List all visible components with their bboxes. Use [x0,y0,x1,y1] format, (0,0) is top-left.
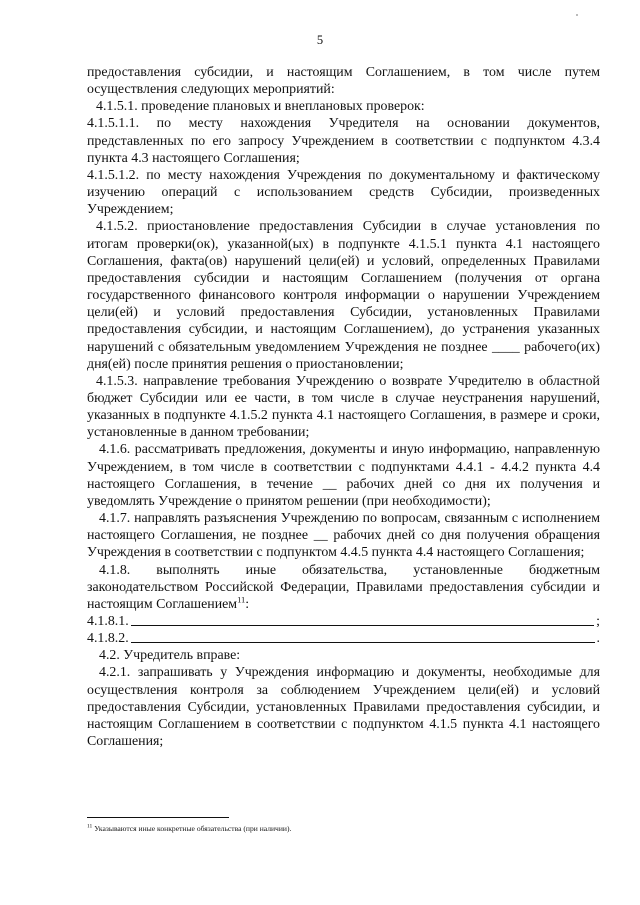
footnote-divider [87,817,229,818]
item-label: 4.1.8.2. [87,631,129,647]
blank-underline [131,625,594,626]
paragraph-end: : [245,596,250,612]
paragraph: 4.1.6. рассматривать предложения, документы и иную информацию, направленную Учреждением, в том числе в соответствии с подпунктами 4.4.1 - 4.4.2 пункта 4.4 настоящего Соглашения, в течение __ рабочих дней со дня их получения и уведомлять Учреждение о принятом решении (при необходимости); [87,442,600,509]
scan-mark [576,14,578,16]
paragraph: 4.1.5.1. проведение плановых и внеплановых проверок: [96,99,425,115]
paragraph: 4.1.7. направлять разъяснения Учреждению по вопросам, связанным с исполнением настоящего Соглашения, не позднее __ рабочих дней со дня получения обращения Учреждения в соответствии с подпунктом 4.4.5 пункта 4.4 настоящего Соглашения; [87,511,600,561]
paragraph: предоставления субсидии, и настоящим Соглашением, в том числе путем осуществления следующих мероприятий: [87,65,600,98]
footnote-ref: 11 [237,594,246,605]
paragraph: 4.1.5.1.1. по месту нахождения Учредителя на основании документов, представленных по его запросу Учреждением в соответствии с подпунктом 4.3.4 пункта 4.3 настоящего Соглашения; [87,116,600,166]
footnote-text: Указываются иные конкретные обязательства (при наличии). [92,824,292,833]
footnote [87,824,607,833]
page-number: 5 [316,33,324,47]
paragraph: 4.1.5.1.2. по месту нахождения Учреждения по документальному и фактическому изучению операций с использованием средств Субсидии, произведенных Учреждением; [87,167,600,218]
blank-line-item [87,613,600,630]
paragraph: 4.1.5.3. направление требования Учреждению о возврате Учредителю в областной бюджет Субсидии или ее части, в том числе в случае неустранения нарушений, указанных в подпункте 4.1.5.2 пункта 4.1 настоящего Соглашения, в размере и сроки, установленные в данном требовании; [87,373,600,441]
paragraph-text: 4.1.8. выполнять иные обязательства, установленные бюджетным законодательством Российской Федерации, Правилами предоставления субсидии и настоящим Соглашением [87,562,600,612]
paragraph: 4.1.5.2. приостановление предоставления Субсидии в случае установления по итогам проверки(ок), указанной(ых) в подпункте 4.1.5.1 пункта 4.1 настоящего Соглашения, факта(ов) нарушений цели(ей) и условий, определенных Правилами предоставления субсидии и настоящим Соглашением (получения от органа государственного финансового контроля информации о нарушении Учреждением цели(ей) и условий предоставления Субсидии, установленных Правилами предоставления субсидии, и настоящим Соглашением), до устранения указанных нарушений с обязательным уведомлением Учреждения не позднее ____ рабочего(их) дня(ей) после принятия решения о приостановлении; [87,219,600,372]
blank-line-item [87,630,600,647]
item-label: 4.1.8.1. [87,614,129,629]
item-end: ; [596,614,600,629]
footnote-mark: 11 [87,823,93,830]
paragraph [87,562,600,613]
body-text [87,64,600,750]
paragraph: 4.2.1. запрашивать у Учреждения информацию и документы, необходимые для осуществления контроля за соблюдением Учреждением цели(ей) и условий предоставления Субсидии, установленных Правилами предоставления субсидии, и настоящим Соглашением в соответствии с подпунктом 4.1.5 пункта 4.1 настоящего Соглашения; [87,665,600,750]
blank-underline [131,642,595,643]
item-end: . [596,631,600,647]
section-heading: 4.2. Учредитель вправе: [99,648,241,664]
